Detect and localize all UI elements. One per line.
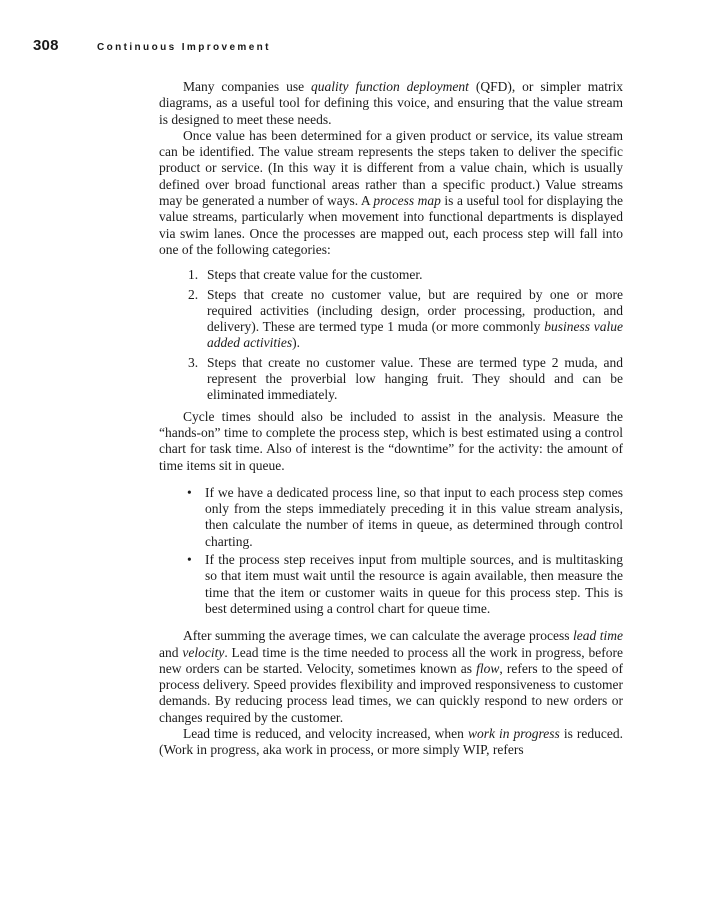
paragraph-cycle-times: Cycle times should also be included to assist in the analysis. Measure the “hands-on” time to complete the process step, which is best estimated using a control chart for task time. Also of interest is the “downtime” for the activity: the amount of time items sit in queue. xyxy=(159,408,623,473)
paragraph-lead-time: After summing the average times, we can calculate the average process lead time and velocity. Lead time is the time needed to process all the work in progress, before new orders can be started. Velocity, sometimes known as flow, refers to the speed of process delivery. Speed provides flexibility and improved responsiveness to customer demands. By reducing process lead times, we can quickly respond to new orders or changes required by the customer. xyxy=(159,628,624,725)
page-number: 308 xyxy=(33,37,59,54)
list-item: 1. Steps that create value for the customer. xyxy=(188,267,423,283)
list-item: • If the process step receives input from multiple sources, and is multitasking so that item must wait until the resource is again available, then measure the time that the item or customer waits in queue for this process step. This is best determined using a control chart for queue time. xyxy=(187,552,623,616)
queue-bullets xyxy=(159,485,623,617)
list-item: 3. Steps that create no customer value. These are termed type 2 muda, and represent the proverbial low hanging fruit. They should and can be eliminated immediately. xyxy=(188,354,623,403)
paragraph-value-stream: Once value has been determined for a given product or service, its value stream can be identified. The value stream represents the steps taken to deliver the specific product or service. (In this way it is different from a value chain, which is usually defined over broad functional areas rather than a specific product.) Value streams may be generated a number of ways. A process map is a useful tool for displaying the value streams, particularly when movement into functional departments is displayed via swim lanes. Once the processes are mapped out, each process step will fall into one of the following categories: xyxy=(159,127,623,257)
paragraph-qfd: Many companies use quality function deployment (QFD), or simpler matrix diagrams, as a useful tool for defining this voice, and ensuring that the value stream is designed to meet these needs. xyxy=(159,79,623,127)
paragraph-wip: Lead time is reduced, and velocity increased, when work in progress is reduced. (Work in progress, aka work in process, or more simply WIP, refers xyxy=(159,725,623,758)
process-step-categories xyxy=(159,267,623,403)
body-text xyxy=(159,79,623,759)
running-header xyxy=(33,37,695,54)
list-item: 2. Steps that create no customer value, but are required by one or more required activities (including design, order processing, production, and delivery). These are termed type 1 muda (or more commonly business value added activities). xyxy=(188,286,623,351)
list-item: • If we have a dedicated process line, so that input to each process step comes only from the steps immediately preceding it in this value stream analysis, then calculate the number of items in queue, as determined through control charting. xyxy=(187,484,623,549)
chapter-title: Continuous Improvement xyxy=(97,42,271,53)
